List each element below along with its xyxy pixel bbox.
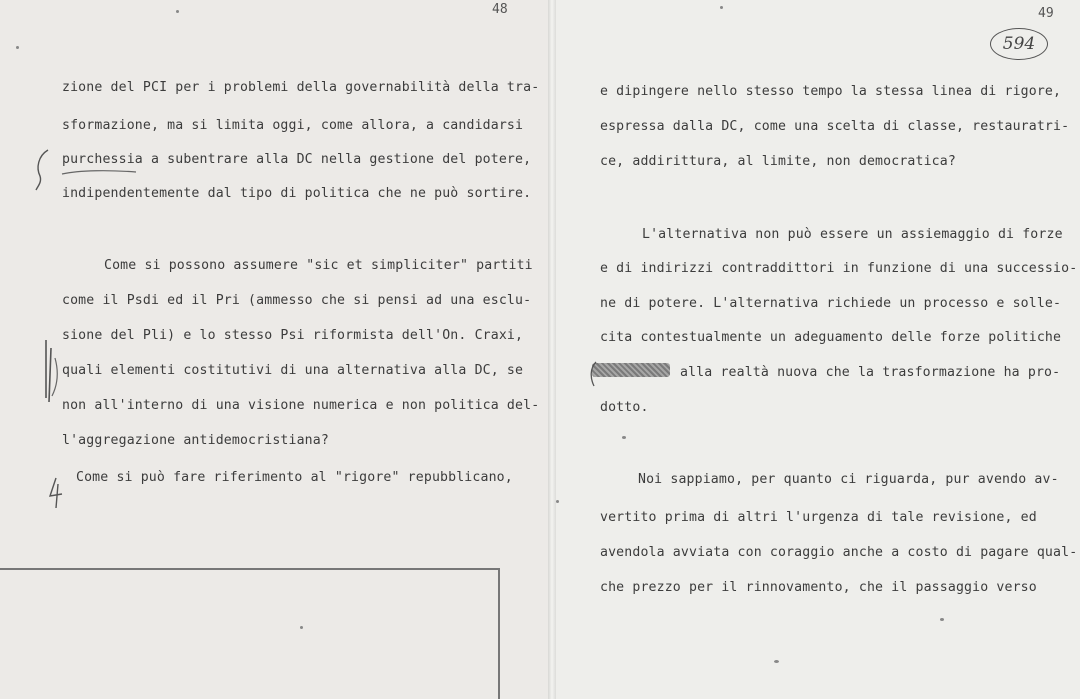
speck	[176, 10, 179, 13]
archive-stamp	[990, 28, 1048, 60]
archive-stamp-number: 594	[1002, 34, 1036, 54]
speck	[300, 626, 303, 629]
right-line-12: avendola avviata con coraggio anche a costo di pagare qual-	[600, 545, 1078, 560]
left-line-2: sformazione, ma si limita oggi, come allora, a candidarsi	[62, 118, 524, 133]
speck	[720, 6, 723, 9]
left-page-number: 48	[492, 2, 508, 17]
left-line-10: l'aggregazione antidemocristiana?	[62, 433, 329, 448]
right-line-10: Noi sappiamo, per quanto ci riguarda, pur avendo av-	[638, 472, 1059, 487]
right-line-3: ce, addirittura, al limite, non democratica?	[600, 154, 956, 169]
redaction-scribble	[592, 363, 670, 377]
right-line-7: cita contestualmente un adeguamento delle forze politiche	[600, 330, 1062, 345]
speck	[622, 436, 626, 439]
left-line-3: purchessia a subentrare alla DC nella gestione del potere,	[62, 152, 532, 167]
left-line-9: non all'interno di una visione numerica e non politica del-	[62, 398, 540, 413]
right-line-9: dotto.	[600, 400, 649, 415]
right-line-4: L'alternativa non può essere un assiemaggio di forze	[642, 227, 1063, 242]
left-line-11: Come si può fare riferimento al "rigore" repubblicano,	[76, 470, 513, 485]
right-line-11: vertito prima di altri l'urgenza di tale revisione, ed	[600, 510, 1037, 525]
speck	[16, 46, 19, 49]
left-line-1: zione del PCI per i problemi della governabilità della tra-	[62, 80, 540, 95]
scan-edge-line-horizontal	[0, 568, 500, 570]
scan-edge-line-vertical	[498, 568, 500, 699]
right-line-6: ne di potere. L'alternativa richiede un processo e solle-	[600, 296, 1062, 311]
left-line-4: indipendentemente dal tipo di politica che ne può sortire.	[62, 186, 532, 201]
left-line-6: come il Psdi ed il Pri (ammesso che si pensi ad una esclu-	[62, 293, 532, 308]
right-line-2: espressa dalla DC, come una scelta di classe, restauratri-	[600, 119, 1070, 134]
speck	[556, 500, 559, 503]
right-line-5: e di indirizzi contraddittori in funzione di una successio-	[600, 261, 1078, 276]
left-line-8: quali elementi costitutivi di una alternativa alla DC, se	[62, 363, 524, 378]
left-line-7: sione del Pli) e lo stesso Psi riformista dell'On. Craxi,	[62, 328, 524, 343]
right-page-number: 49	[1038, 6, 1054, 21]
speck	[774, 660, 779, 663]
right-line-1: e dipingere nello stesso tempo la stessa linea di rigore,	[600, 84, 1062, 99]
left-line-5: Come si possono assumere "sic et simpliciter" partiti	[104, 258, 533, 273]
speck	[940, 618, 944, 621]
right-line-13: che prezzo per il rinnovamento, che il passaggio verso	[600, 580, 1037, 595]
right-line-8: alla realtà nuova che la trasformazione ha pro-	[680, 365, 1061, 380]
book-gutter	[548, 0, 556, 699]
